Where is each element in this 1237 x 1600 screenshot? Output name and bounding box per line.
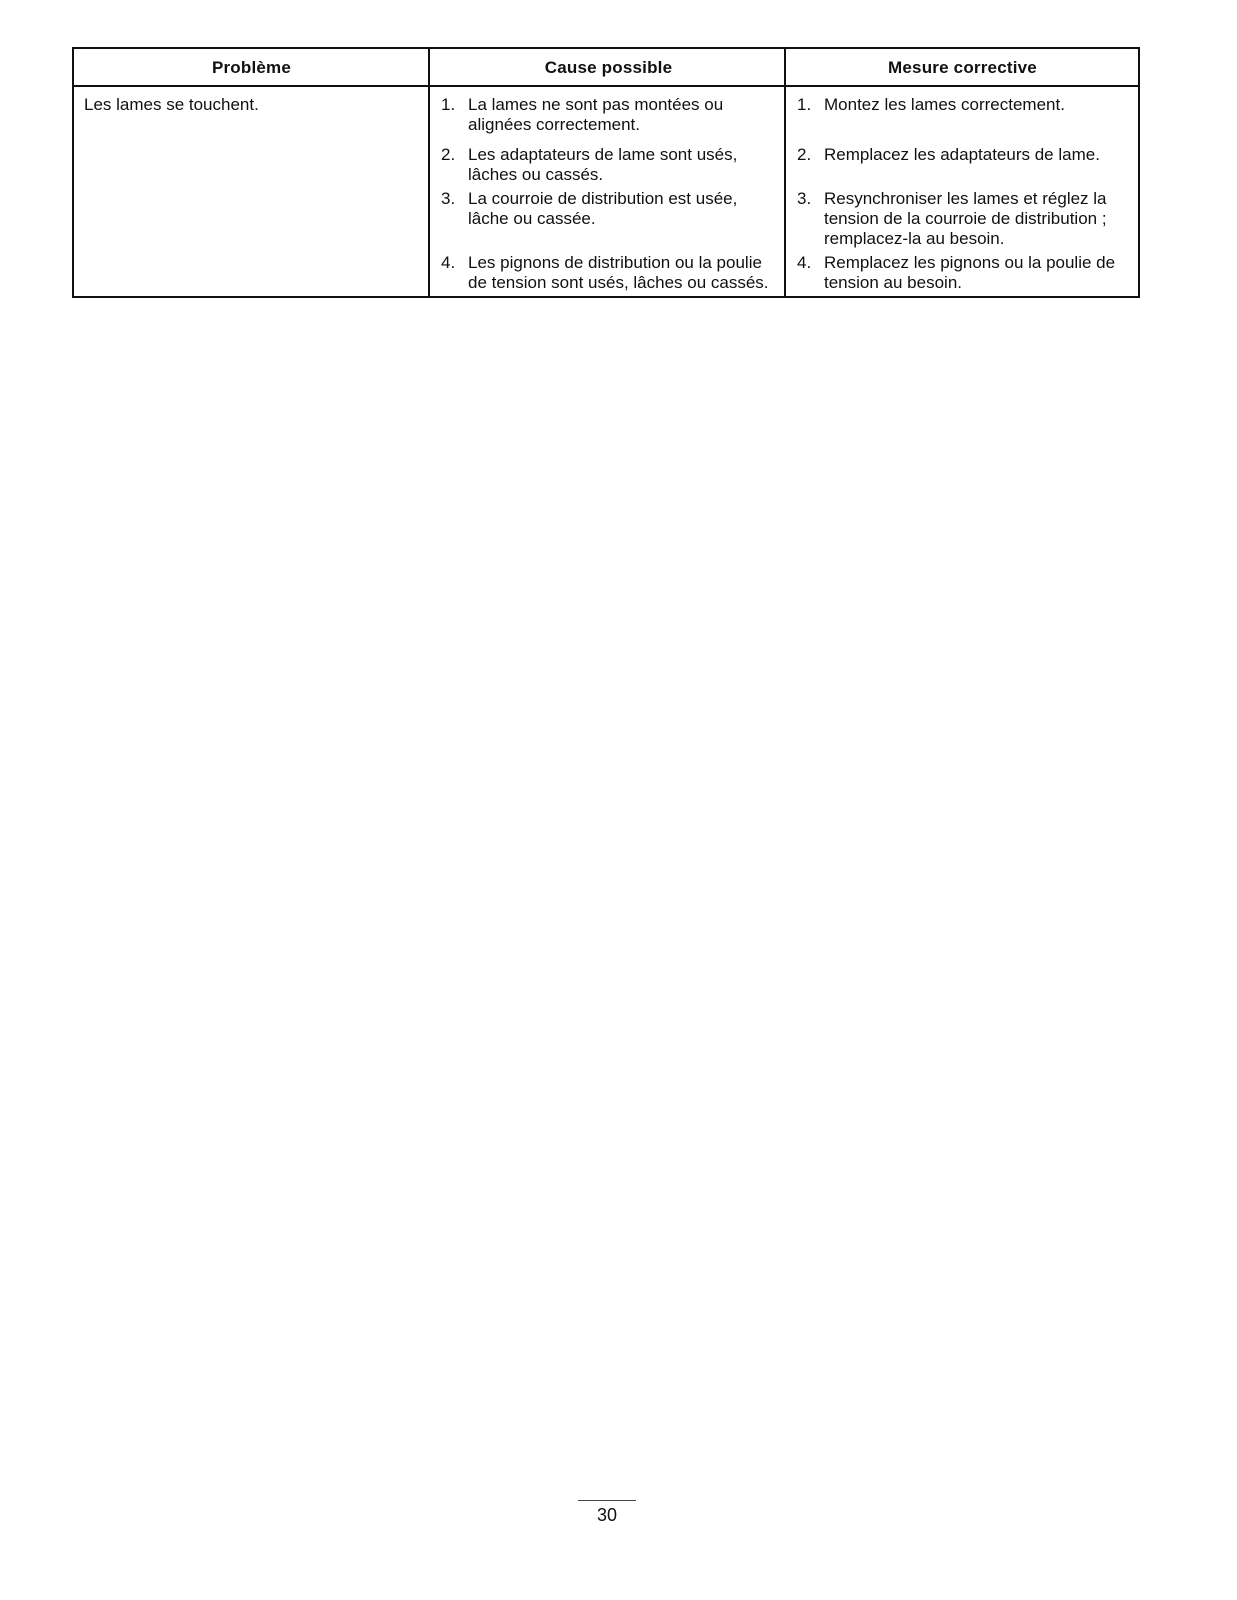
cause-number: 3. (441, 189, 456, 208)
cause-text: Les adaptateurs de lame sont usés, lâches ou cassés. (468, 145, 738, 184)
correction-number: 2. (797, 145, 812, 164)
cause-text: La lames ne sont pas montées ou alignées correctement. (468, 95, 724, 134)
cause-number: 2. (441, 145, 456, 164)
cause-text: Les pignons de distribution ou la poulie de tension sont usés, lâches ou cassés. (468, 253, 769, 292)
table-header-row (74, 49, 1138, 87)
header-problem: Problème (211, 58, 292, 77)
cause-text: La courroie de distribution est usée, lâche ou cassée. (468, 189, 738, 228)
correction-number: 1. (797, 95, 812, 114)
cause-number: 1. (441, 95, 456, 114)
edge-tick (72, 245, 74, 253)
cause-number: 4. (441, 253, 456, 272)
problem-cell: Les lames se touchent. (84, 95, 259, 114)
correction-text: Remplacez les pignons ou la poulie de tension au besoin. (824, 253, 1116, 292)
header-correction: Mesure corrective (888, 58, 1037, 77)
correction-number: 4. (797, 253, 812, 272)
column-divider (784, 49, 786, 296)
edge-tick (72, 141, 74, 149)
correction-text: Montez les lames correctement. (824, 95, 1065, 114)
correction-text: Resynchroniser les lames et réglez la tension de la courroie de distribution ; remplacez-la au besoin. (824, 189, 1107, 248)
troubleshooting-table (72, 47, 1140, 298)
edge-tick (72, 185, 74, 193)
correction-number: 3. (797, 189, 812, 208)
page-footer (578, 1500, 636, 1526)
column-divider (428, 49, 430, 296)
header-cause: Cause possible (544, 58, 673, 77)
page-number: 30 (596, 1505, 618, 1525)
correction-text: Remplacez les adaptateurs de lame. (824, 145, 1100, 164)
